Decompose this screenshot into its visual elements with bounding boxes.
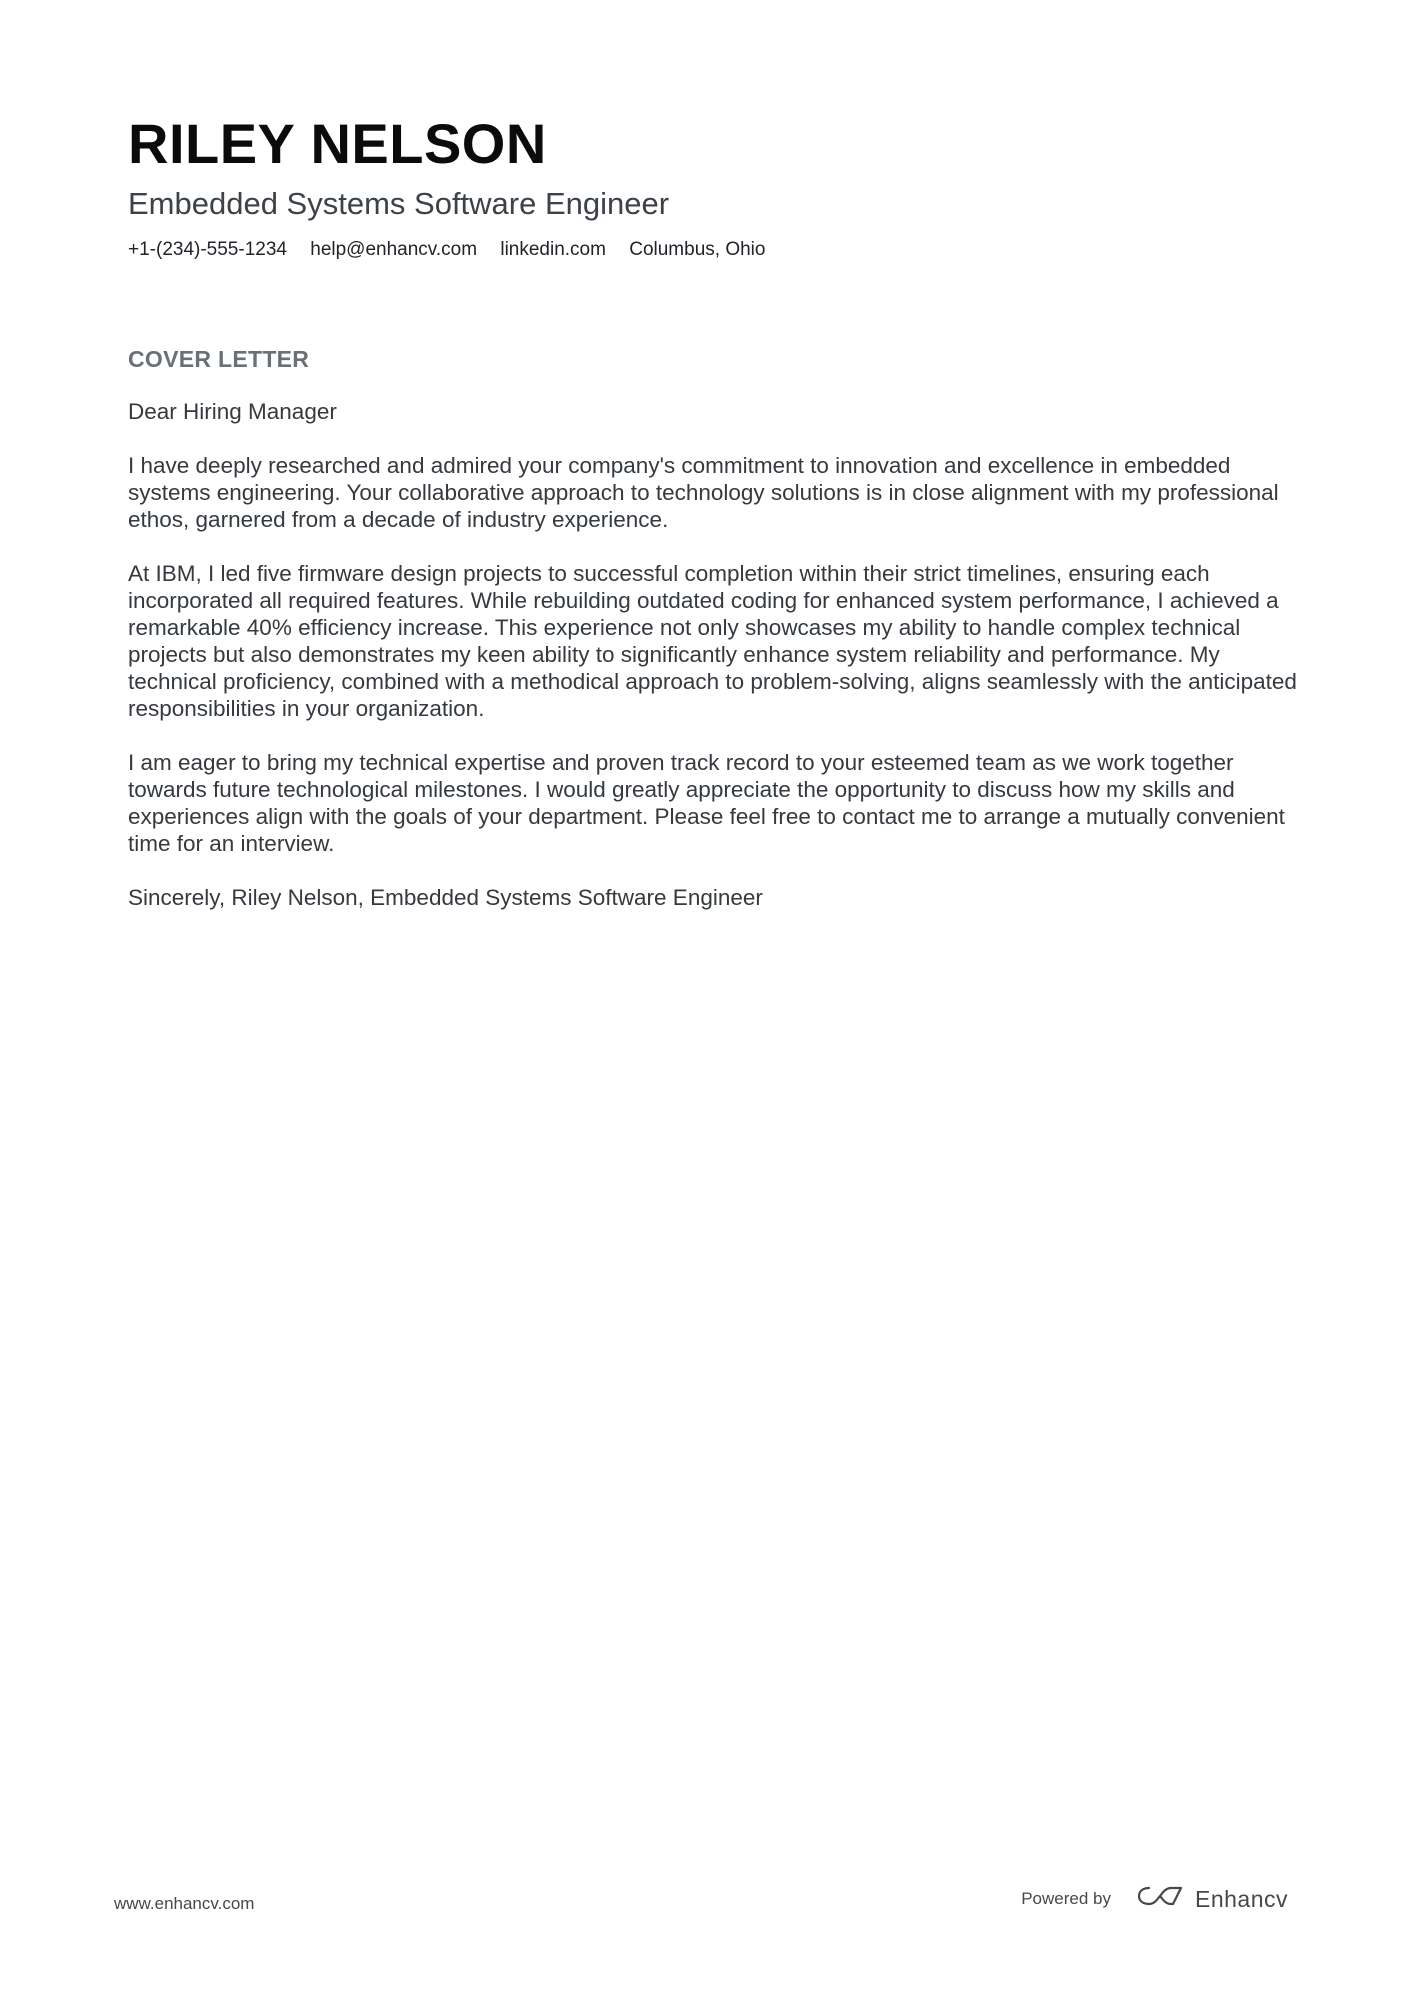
signoff: Sincerely, Riley Nelson, Embedded Systems Software Engineer: [128, 885, 763, 910]
section-title: COVER LETTER: [128, 346, 310, 372]
contact-info: [128, 238, 1288, 262]
applicant-name: RILEY NELSON: [128, 112, 547, 175]
footer-branding: [1021, 1884, 1288, 1913]
applicant-role: Embedded Systems Software Engineer: [128, 186, 670, 221]
contact-linkedin: linkedin.com: [500, 239, 606, 260]
enhancv-logo-icon: [1137, 1884, 1183, 1913]
brand: [1137, 1884, 1288, 1913]
letter-paragraph-3: I am eager to bring my technical expertise and proven track record to your esteemed team as we work together towards future technological milestones. I would greatly appreciate the opportunity to discuss how my skills and experiences align with the goals of your department. Please feel free to contact me to arrange a mutually convenient time for an interview.: [128, 750, 1285, 856]
letter-paragraph-1: I have deeply researched and admired your company's commitment to innovation and excellence in embedded systems engineering. Your collaborative approach to technology solutions is in close alignment with my professional ethos, garnered from a decade of industry experience.: [128, 453, 1279, 532]
contact-phone: +1-(234)-555-1234: [128, 239, 287, 260]
powered-by-label: Powered by: [1021, 1888, 1111, 1908]
contact-location: Columbus, Ohio: [629, 239, 766, 260]
brand-name: Enhancv: [1194, 1885, 1288, 1912]
footer-website: www.enhancv.com: [114, 1894, 255, 1913]
letter-body: [128, 344, 1298, 911]
letter-paragraph-2: At IBM, I led five firmware design projects to successful completion within their strict timelines, ensuring each incorporated all required features. While rebuilding outdated coding for enhanced system performance, I achieved a remarkable 40% efficiency increase. This experience not only showcases my ability to handle complex technical projects but also demonstrates my keen ability to significantly enhance system reliability and performance. My technical proficiency, combined with a methodical approach to problem-solving, aligns seamlessly with the anticipated responsibilities in your organization.: [128, 561, 1297, 721]
header: [128, 108, 1288, 262]
contact-email: help@enhancv.com: [310, 239, 478, 260]
greeting: Dear Hiring Manager: [128, 399, 337, 424]
